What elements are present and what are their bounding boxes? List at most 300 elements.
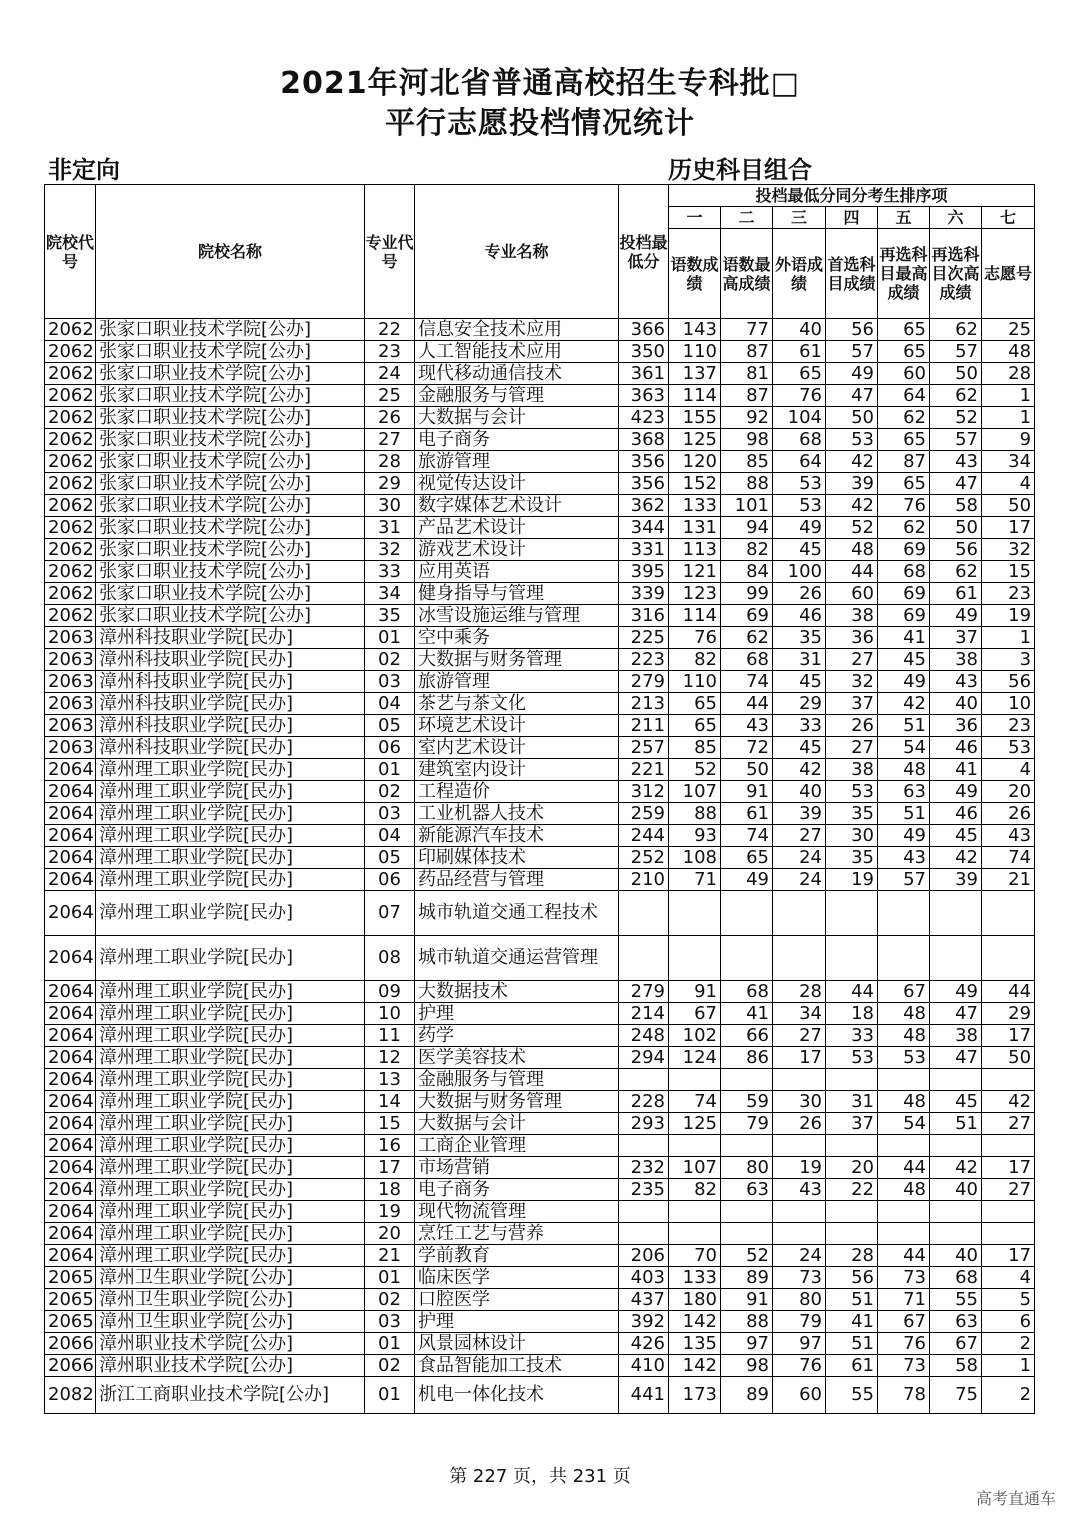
table-cell bbox=[982, 1069, 1035, 1091]
table-cell: 52 bbox=[930, 407, 982, 429]
table-cell: 03 bbox=[365, 803, 415, 825]
table-cell bbox=[669, 1223, 721, 1245]
table-cell: 441 bbox=[619, 1377, 669, 1414]
table-cell: 35 bbox=[826, 847, 878, 869]
table-cell: 133 bbox=[669, 495, 721, 517]
table-cell: 17 bbox=[365, 1157, 415, 1179]
table-cell: 28 bbox=[982, 363, 1035, 385]
table-cell: 25 bbox=[365, 385, 415, 407]
table-cell bbox=[721, 1201, 773, 1223]
table-cell: 2062 bbox=[45, 407, 96, 429]
table-cell: 浙江工商职业技术学院[公办] bbox=[96, 1377, 365, 1414]
table-cell: 2062 bbox=[45, 495, 96, 517]
header-col-2: 语数最高成绩 bbox=[721, 229, 773, 319]
table-cell bbox=[721, 936, 773, 981]
table-cell: 29 bbox=[773, 693, 826, 715]
table-cell: 05 bbox=[365, 847, 415, 869]
table-cell: 63 bbox=[878, 781, 930, 803]
page-subtitle: 平行志愿投档情况统计 bbox=[385, 106, 695, 141]
table-cell: 32 bbox=[982, 539, 1035, 561]
table-cell: 73 bbox=[773, 1267, 826, 1289]
table-cell: 2062 bbox=[45, 473, 96, 495]
table-cell: 漳州理工职业学院[民办] bbox=[96, 1157, 365, 1179]
category-label: 非定向 bbox=[48, 156, 120, 184]
table-cell: 26 bbox=[826, 715, 878, 737]
table-cell: 18 bbox=[365, 1179, 415, 1201]
table-cell: 漳州理工职业学院[民办] bbox=[96, 891, 365, 936]
header-school-code: 院校代号 bbox=[45, 185, 96, 319]
table-cell: 烹饪工艺与营养 bbox=[415, 1223, 619, 1245]
table-cell: 88 bbox=[721, 473, 773, 495]
table-cell: 漳州科技职业学院[民办] bbox=[96, 671, 365, 693]
table-cell: 58 bbox=[930, 1355, 982, 1377]
table-cell: 67 bbox=[930, 1333, 982, 1355]
table-cell: 19 bbox=[826, 869, 878, 891]
table-cell: 张家口职业技术学院[公办] bbox=[96, 451, 365, 473]
table-cell bbox=[878, 936, 930, 981]
table-cell: 现代物流管理 bbox=[415, 1201, 619, 1223]
table-cell: 37 bbox=[826, 693, 878, 715]
table-cell: 2064 bbox=[45, 1091, 96, 1113]
table-cell: 73 bbox=[878, 1355, 930, 1377]
table-cell bbox=[773, 1069, 826, 1091]
table-cell: 46 bbox=[773, 605, 826, 627]
table-row bbox=[45, 1069, 1035, 1091]
table-cell: 53 bbox=[773, 473, 826, 495]
table-cell: 73 bbox=[878, 1267, 930, 1289]
table-cell: 69 bbox=[721, 605, 773, 627]
table-cell: 2063 bbox=[45, 649, 96, 671]
table-cell: 107 bbox=[669, 781, 721, 803]
table-cell: 52 bbox=[721, 1245, 773, 1267]
table-row bbox=[45, 627, 1035, 649]
table-cell: 漳州科技职业学院[民办] bbox=[96, 693, 365, 715]
table-cell: 2064 bbox=[45, 936, 96, 981]
table-cell: 2062 bbox=[45, 539, 96, 561]
table-cell: 金融服务与管理 bbox=[415, 1069, 619, 1091]
table-row bbox=[45, 1245, 1035, 1267]
table-cell: 65 bbox=[878, 429, 930, 451]
table-cell: 74 bbox=[982, 847, 1035, 869]
table-cell bbox=[773, 891, 826, 936]
table-cell: 28 bbox=[365, 451, 415, 473]
table-cell: 214 bbox=[619, 1003, 669, 1025]
table-cell: 63 bbox=[930, 1311, 982, 1333]
table-cell: 数字媒体艺术设计 bbox=[415, 495, 619, 517]
table-cell: 64 bbox=[773, 451, 826, 473]
table-cell: 张家口职业技术学院[公办] bbox=[96, 319, 365, 341]
header-col-6: 再选科目次高成绩 bbox=[930, 229, 982, 319]
watermark: 高考直通车 bbox=[975, 1489, 1056, 1508]
table-cell: 84 bbox=[721, 561, 773, 583]
table-cell: 漳州卫生职业学院[公办] bbox=[96, 1311, 365, 1333]
header-col-3: 外语成绩 bbox=[773, 229, 826, 319]
table-cell: 17 bbox=[982, 517, 1035, 539]
table-cell: 55 bbox=[826, 1377, 878, 1414]
table-cell bbox=[878, 1201, 930, 1223]
table-cell: 53 bbox=[826, 429, 878, 451]
table-cell: 08 bbox=[365, 936, 415, 981]
table-cell bbox=[982, 891, 1035, 936]
table-cell: 2062 bbox=[45, 319, 96, 341]
table-cell: 312 bbox=[619, 781, 669, 803]
table-cell: 51 bbox=[878, 803, 930, 825]
table-cell: 空中乘务 bbox=[415, 627, 619, 649]
table-row bbox=[45, 341, 1035, 363]
table-cell: 漳州科技职业学院[民办] bbox=[96, 737, 365, 759]
table-cell: 2065 bbox=[45, 1311, 96, 1333]
table-cell: 86 bbox=[721, 1047, 773, 1069]
table-cell: 35 bbox=[773, 627, 826, 649]
table-cell: 259 bbox=[619, 803, 669, 825]
table-cell: 59 bbox=[721, 1091, 773, 1113]
table-row bbox=[45, 583, 1035, 605]
table-cell: 33 bbox=[773, 715, 826, 737]
table-cell: 06 bbox=[365, 737, 415, 759]
table-cell: 01 bbox=[365, 1267, 415, 1289]
table-cell: 363 bbox=[619, 385, 669, 407]
table-cell: 4 bbox=[982, 759, 1035, 781]
table-row bbox=[45, 1333, 1035, 1355]
table-cell: 漳州职业技术学院[公办] bbox=[96, 1333, 365, 1355]
table-cell: 34 bbox=[365, 583, 415, 605]
table-cell bbox=[982, 1223, 1035, 1245]
table-cell: 55 bbox=[930, 1289, 982, 1311]
table-cell: 39 bbox=[826, 473, 878, 495]
table-cell: 43 bbox=[982, 825, 1035, 847]
table-cell bbox=[619, 1069, 669, 1091]
table-cell: 135 bbox=[669, 1333, 721, 1355]
table-cell: 45 bbox=[773, 737, 826, 759]
table-cell: 426 bbox=[619, 1333, 669, 1355]
table-cell: 30 bbox=[365, 495, 415, 517]
table-row bbox=[45, 1377, 1035, 1414]
table-cell: 40 bbox=[930, 693, 982, 715]
table-cell: 423 bbox=[619, 407, 669, 429]
table-cell: 漳州理工职业学院[民办] bbox=[96, 1223, 365, 1245]
table-cell: 47 bbox=[826, 385, 878, 407]
table-cell: 47 bbox=[930, 1003, 982, 1025]
table-cell: 68 bbox=[930, 1267, 982, 1289]
table-cell: 49 bbox=[878, 825, 930, 847]
table-cell: 60 bbox=[878, 363, 930, 385]
table-cell: 2064 bbox=[45, 1179, 96, 1201]
table-cell: 93 bbox=[669, 825, 721, 847]
table-cell: 235 bbox=[619, 1179, 669, 1201]
table-cell: 27 bbox=[773, 1025, 826, 1047]
table-cell: 27 bbox=[773, 825, 826, 847]
table-cell: 78 bbox=[878, 1377, 930, 1414]
table-cell: 49 bbox=[878, 671, 930, 693]
table-cell: 漳州理工职业学院[民办] bbox=[96, 803, 365, 825]
table-cell: 92 bbox=[721, 407, 773, 429]
table-cell bbox=[930, 1069, 982, 1091]
table-cell: 60 bbox=[773, 1377, 826, 1414]
table-cell: 3 bbox=[982, 649, 1035, 671]
table-cell: 244 bbox=[619, 825, 669, 847]
table-cell: 44 bbox=[982, 981, 1035, 1003]
table-cell: 41 bbox=[826, 1311, 878, 1333]
table-cell: 211 bbox=[619, 715, 669, 737]
table-cell: 206 bbox=[619, 1245, 669, 1267]
table-cell: 张家口职业技术学院[公办] bbox=[96, 495, 365, 517]
table-cell bbox=[930, 1135, 982, 1157]
table-cell: 52 bbox=[826, 517, 878, 539]
table-cell: 68 bbox=[773, 429, 826, 451]
table-cell: 漳州理工职业学院[民办] bbox=[96, 847, 365, 869]
table-cell: 69 bbox=[878, 605, 930, 627]
table-cell: 67 bbox=[878, 981, 930, 1003]
table-cell: 85 bbox=[669, 737, 721, 759]
table-cell: 人工智能技术应用 bbox=[415, 341, 619, 363]
table-cell: 28 bbox=[826, 1245, 878, 1267]
table-cell: 2064 bbox=[45, 891, 96, 936]
table-cell: 21 bbox=[365, 1245, 415, 1267]
table-cell: 张家口职业技术学院[公办] bbox=[96, 385, 365, 407]
table-cell: 15 bbox=[365, 1113, 415, 1135]
table-cell bbox=[773, 1135, 826, 1157]
table-cell: 漳州理工职业学院[民办] bbox=[96, 1113, 365, 1135]
table-cell: 17 bbox=[982, 1157, 1035, 1179]
table-cell: 403 bbox=[619, 1267, 669, 1289]
table-cell: 18 bbox=[826, 1003, 878, 1025]
table-row bbox=[45, 1289, 1035, 1311]
table-cell: 02 bbox=[365, 649, 415, 671]
table-row bbox=[45, 1179, 1035, 1201]
table-cell: 362 bbox=[619, 495, 669, 517]
table-cell bbox=[930, 891, 982, 936]
table-cell: 88 bbox=[721, 1311, 773, 1333]
table-cell: 77 bbox=[721, 319, 773, 341]
table-cell: 67 bbox=[878, 1311, 930, 1333]
table-cell: 33 bbox=[826, 1025, 878, 1047]
table-cell: 2062 bbox=[45, 363, 96, 385]
table-cell: 279 bbox=[619, 981, 669, 1003]
table-cell: 223 bbox=[619, 649, 669, 671]
table-cell: 药品经营与管理 bbox=[415, 869, 619, 891]
table-cell: 06 bbox=[365, 869, 415, 891]
table-cell: 49 bbox=[930, 981, 982, 1003]
table-cell: 35 bbox=[826, 803, 878, 825]
table-cell: 44 bbox=[826, 561, 878, 583]
table-cell: 68 bbox=[878, 561, 930, 583]
table-cell: 114 bbox=[669, 385, 721, 407]
table-cell: 6 bbox=[982, 1311, 1035, 1333]
table-cell: 123 bbox=[669, 583, 721, 605]
table-cell: 27 bbox=[982, 1179, 1035, 1201]
table-cell: 风景园林设计 bbox=[415, 1333, 619, 1355]
table-cell: 新能源汽车技术 bbox=[415, 825, 619, 847]
table-cell: 2064 bbox=[45, 1135, 96, 1157]
table-row bbox=[45, 407, 1035, 429]
table-cell: 42 bbox=[930, 847, 982, 869]
table-cell: 大数据与会计 bbox=[415, 407, 619, 429]
table-cell: 71 bbox=[669, 869, 721, 891]
table-cell: 市场营销 bbox=[415, 1157, 619, 1179]
table-cell: 61 bbox=[773, 341, 826, 363]
table-cell: 17 bbox=[982, 1025, 1035, 1047]
table-cell: 12 bbox=[365, 1047, 415, 1069]
table-cell: 2063 bbox=[45, 693, 96, 715]
table-cell: 27 bbox=[826, 737, 878, 759]
table-cell: 大数据与财务管理 bbox=[415, 1091, 619, 1113]
table-cell: 57 bbox=[878, 869, 930, 891]
table-cell: 80 bbox=[721, 1157, 773, 1179]
table-cell: 48 bbox=[878, 759, 930, 781]
table-cell: 23 bbox=[365, 341, 415, 363]
table-cell: 53 bbox=[773, 495, 826, 517]
table-cell: 24 bbox=[773, 1245, 826, 1267]
table-cell: 57 bbox=[930, 341, 982, 363]
table-cell: 51 bbox=[826, 1333, 878, 1355]
table-cell: 62 bbox=[930, 319, 982, 341]
table-cell bbox=[982, 1201, 1035, 1223]
table-cell: 173 bbox=[669, 1377, 721, 1414]
table-cell: 91 bbox=[721, 1289, 773, 1311]
table-cell: 40 bbox=[930, 1179, 982, 1201]
table-cell: 66 bbox=[721, 1025, 773, 1047]
table-cell: 2064 bbox=[45, 759, 96, 781]
table-cell: 39 bbox=[930, 869, 982, 891]
table-cell: 104 bbox=[773, 407, 826, 429]
table-cell: 43 bbox=[878, 847, 930, 869]
table-cell: 155 bbox=[669, 407, 721, 429]
table-cell: 2062 bbox=[45, 561, 96, 583]
table-cell: 2065 bbox=[45, 1267, 96, 1289]
table-cell: 30 bbox=[826, 825, 878, 847]
table-cell: 110 bbox=[669, 341, 721, 363]
table-cell: 366 bbox=[619, 319, 669, 341]
table-cell: 16 bbox=[365, 1135, 415, 1157]
table-cell: 2066 bbox=[45, 1333, 96, 1355]
table-row bbox=[45, 363, 1035, 385]
table-cell: 76 bbox=[773, 1355, 826, 1377]
table-cell: 142 bbox=[669, 1311, 721, 1333]
table-cell: 65 bbox=[721, 847, 773, 869]
table-cell: 29 bbox=[982, 1003, 1035, 1025]
header-tiebreak-group: 投档最低分同分考生排序项 bbox=[669, 185, 1035, 207]
table-cell bbox=[982, 1135, 1035, 1157]
table-cell: 38 bbox=[930, 649, 982, 671]
table-cell: 工程造价 bbox=[415, 781, 619, 803]
table-cell: 61 bbox=[721, 803, 773, 825]
table-cell bbox=[930, 936, 982, 981]
table-row bbox=[45, 1091, 1035, 1113]
table-cell: 1 bbox=[982, 1355, 1035, 1377]
table-cell: 漳州理工职业学院[民办] bbox=[96, 781, 365, 803]
table-cell: 56 bbox=[930, 539, 982, 561]
table-cell: 62 bbox=[878, 517, 930, 539]
header-major-name: 专业名称 bbox=[415, 185, 619, 319]
table-cell: 2065 bbox=[45, 1289, 96, 1311]
table-cell: 339 bbox=[619, 583, 669, 605]
table-cell: 口腔医学 bbox=[415, 1289, 619, 1311]
table-cell: 57 bbox=[930, 429, 982, 451]
table-cell: 2062 bbox=[45, 583, 96, 605]
table-cell: 102 bbox=[669, 1025, 721, 1047]
table-cell: 43 bbox=[773, 1179, 826, 1201]
table-cell: 17 bbox=[773, 1047, 826, 1069]
table-cell: 65 bbox=[878, 319, 930, 341]
table-cell: 2064 bbox=[45, 803, 96, 825]
table-cell: 张家口职业技术学院[公办] bbox=[96, 561, 365, 583]
table-cell: 40 bbox=[773, 319, 826, 341]
table-cell: 游戏艺术设计 bbox=[415, 539, 619, 561]
table-cell: 2 bbox=[982, 1377, 1035, 1414]
table-cell: 漳州理工职业学院[民办] bbox=[96, 1069, 365, 1091]
table-cell: 316 bbox=[619, 605, 669, 627]
table-row bbox=[45, 759, 1035, 781]
table-cell bbox=[930, 1201, 982, 1223]
table-cell: 现代移动通信技术 bbox=[415, 363, 619, 385]
table-row bbox=[45, 517, 1035, 539]
header-rank-6: 六 bbox=[930, 207, 982, 229]
table-cell: 70 bbox=[669, 1245, 721, 1267]
table-cell: 44 bbox=[826, 981, 878, 1003]
table-cell: 368 bbox=[619, 429, 669, 451]
table-cell: 49 bbox=[930, 605, 982, 627]
table-cell: 293 bbox=[619, 1113, 669, 1135]
table-row bbox=[45, 1003, 1035, 1025]
table-cell: 110 bbox=[669, 671, 721, 693]
table-cell: 42 bbox=[826, 495, 878, 517]
table-cell: 19 bbox=[773, 1157, 826, 1179]
table-row bbox=[45, 693, 1035, 715]
table-row bbox=[45, 473, 1035, 495]
table-row bbox=[45, 1223, 1035, 1245]
subject-group-label: 历史科目组合 bbox=[668, 156, 812, 184]
table-cell: 48 bbox=[982, 341, 1035, 363]
table-cell: 漳州理工职业学院[民办] bbox=[96, 1201, 365, 1223]
table-cell: 56 bbox=[826, 1267, 878, 1289]
table-cell: 2062 bbox=[45, 451, 96, 473]
table-cell: 38 bbox=[826, 605, 878, 627]
table-cell: 361 bbox=[619, 363, 669, 385]
table-cell: 437 bbox=[619, 1289, 669, 1311]
table-row bbox=[45, 385, 1035, 407]
table-cell: 张家口职业技术学院[公办] bbox=[96, 341, 365, 363]
table-cell: 张家口职业技术学院[公办] bbox=[96, 583, 365, 605]
table-cell: 信息安全技术应用 bbox=[415, 319, 619, 341]
table-cell: 4 bbox=[982, 473, 1035, 495]
table-cell: 50 bbox=[930, 363, 982, 385]
table-cell: 工商企业管理 bbox=[415, 1135, 619, 1157]
table-cell: 221 bbox=[619, 759, 669, 781]
table-cell: 2063 bbox=[45, 737, 96, 759]
table-cell: 98 bbox=[721, 1355, 773, 1377]
table-cell: 25 bbox=[982, 319, 1035, 341]
table-cell: 工业机器人技术 bbox=[415, 803, 619, 825]
table-cell: 50 bbox=[930, 517, 982, 539]
header-rank-2: 二 bbox=[721, 207, 773, 229]
table-cell: 56 bbox=[826, 319, 878, 341]
table-cell: 101 bbox=[721, 495, 773, 517]
table-cell: 350 bbox=[619, 341, 669, 363]
table-cell: 344 bbox=[619, 517, 669, 539]
table-cell: 331 bbox=[619, 539, 669, 561]
table-cell: 87 bbox=[721, 385, 773, 407]
table-row bbox=[45, 1355, 1035, 1377]
table-cell: 旅游管理 bbox=[415, 671, 619, 693]
table-cell: 漳州理工职业学院[民办] bbox=[96, 1025, 365, 1047]
table-cell: 张家口职业技术学院[公办] bbox=[96, 429, 365, 451]
table-cell: 漳州理工职业学院[民办] bbox=[96, 936, 365, 981]
table-cell: 02 bbox=[365, 1355, 415, 1377]
table-cell: 61 bbox=[930, 583, 982, 605]
table-cell: 49 bbox=[773, 517, 826, 539]
table-cell: 2064 bbox=[45, 1003, 96, 1025]
table-cell bbox=[982, 936, 1035, 981]
